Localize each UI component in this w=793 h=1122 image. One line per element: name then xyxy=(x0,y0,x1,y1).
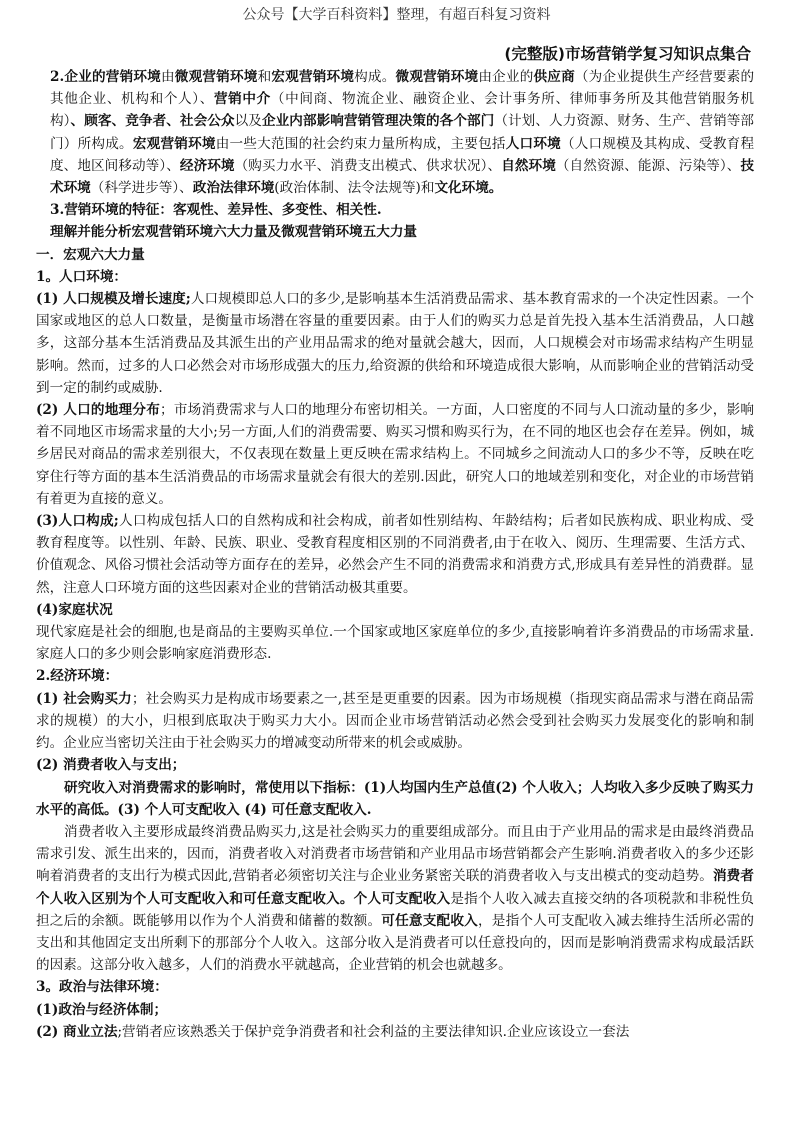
text: 和 xyxy=(420,180,435,197)
term: 宏观营销环境 xyxy=(271,69,355,85)
paragraph-commercial-law xyxy=(36,1021,754,1043)
subheading: (2) 商业立法 xyxy=(36,1023,118,1040)
page-header: 公众号【大学百科资料】整理，有超百科复习资料 xyxy=(242,7,551,23)
item-number: 2. xyxy=(50,69,65,85)
text: 构成。 xyxy=(354,69,396,85)
term: 经济环境 xyxy=(179,157,235,174)
text: 人口规模即总人口的多少,是影响基本生活消费品需求、基本教育需求的一个决定性因素。一个国家或地区的总人口数量，是衡量市场潜在容量的重要因素。由于人们的购买力总是首先投入基本生活消费品，人口越多，这部分基本生活消费品及其派生出的产业用品需求的绝对量就会越大，因而，人口规模会对市场需求结构产生明显影响。然而，过多的人口必然会对市场形成强大的压力,给资源的供给和环境造成很大影响，从而影响企业的营销活动受到一定的制约或威胁. xyxy=(36,291,754,396)
paragraph-population-structure xyxy=(36,510,754,599)
paragraph-income-index: 研究收入对消费需求的影响时，常使用以下指标：(1)人均国内生产总值(2) 个人收入；人均收入多少反映了购买力水平的高低。(3) 个人可支配收入 (4) 可任意支配收入. xyxy=(36,779,754,818)
term: 政治法律环境 xyxy=(192,180,275,197)
term: 供应商 xyxy=(533,69,575,85)
text: 以及 xyxy=(234,113,262,130)
term: 文化环境。 xyxy=(434,180,503,197)
text: （中间商、物流企业、融资企业、会计事务所、律师事务所及其他营销服务机构） xyxy=(50,91,755,130)
term: 微观营销环境 xyxy=(395,69,479,85)
document-body xyxy=(36,66,754,1043)
term: 微观营销环境 xyxy=(174,69,258,85)
heading-macro-forces: 一．宏观六大力量 xyxy=(36,246,145,263)
heading-political-system: (1)政治与经济体制； xyxy=(36,1001,168,1018)
subheading: (3)人口构成; xyxy=(36,513,119,530)
text: 消费者收入主要形成最终消费品购买力,这是社会购买力的重要组成部分。而且由于产业用品的需求是由最终消费品需求引发、派生出来的，因而，消费者收入对消费者市场营销和产业用品市场营销都会产生影响.消费者收入的多少还影响着消费者的支出行为模式因此,营销者必须密切关注与企业业务紧密关联的消费者收入与支出模式的变动趋势。 xyxy=(36,823,754,885)
heading-family: (4)家庭状况 xyxy=(36,601,113,618)
text: 由 xyxy=(160,69,175,85)
text: （购买力水平、消费支出模式、供求状况）、 xyxy=(234,157,502,174)
text: ；市场消费需求与人口的地理分布密切相关。一方面，人口密度的不同与人口流动量的多少，影响着不同地区市场需求量的大小;另一方面,人们的消费需要、购买习惯和购买行为，在不同的地区也会存在差异。例如，城乡居民对商品的需求差别很大，不仅表现在数量上更反映在需求结构上。不同城乡之间流动人口的多少不等，反映在吃穿住行等方面的基本生活消费品的市场需求量就会有很大的差别.因此，研究人口的地域差别和变化，对企业的市场营销有着更为直接的意义。 xyxy=(36,402,754,507)
term: 营销中介 xyxy=(213,91,271,108)
paragraph-understand: 理解并能分析宏观营销环境六大力量及微观营销环境五大力量 xyxy=(50,224,418,241)
text: （自然资源、能源、污染等）、 xyxy=(555,157,741,174)
paragraph-features: 3.营销环境的特征：客观性、差异性、多变性、相关性. xyxy=(50,202,382,219)
text: 由企业的 xyxy=(478,69,534,85)
term: 可任意支配收入 xyxy=(381,912,478,929)
term: 自然环境 xyxy=(501,157,556,174)
subheading: (1) 人口规模及增长速度; xyxy=(36,291,191,308)
text: （计划、人力资源、财务、生产、营销等部门）所构成。 xyxy=(50,113,755,152)
term: 宏观营销环境 xyxy=(132,135,216,152)
heading-population: 1。人口环境： xyxy=(36,268,128,285)
term: 个人可支配收入 xyxy=(353,890,451,907)
paragraph-income xyxy=(36,821,754,976)
text: （为企业提供生产经营要素的其他企业、机构和个人）、 xyxy=(50,69,755,108)
term: 企业的营销环境 xyxy=(64,69,161,85)
text: ；社会购买力是构成市场要素之一,甚至是更重要的因素。因为市场规模（指现实商品需求与潜在商品需求的规模）的大小，归根到底取决于购买力大小。因而企业市场营销活动必然会受到社会购买力发展变化的影响和制约。企业应当密切关注由于社会购买力的增减变动所带来的机会或威胁。 xyxy=(36,690,754,752)
text: ;营销者应该熟悉关于保护竞争消费者和社会利益的主要法律知识.企业应该设立一套法 xyxy=(117,1023,630,1040)
text: 和 xyxy=(257,69,272,85)
paragraph-marketing-environment xyxy=(36,66,754,199)
paragraph-family: 现代家庭是社会的细胞,也是商品的主要购买单位.一个国家或地区家庭单位的多少,直接影响着许多消费品的市场需求量.家庭人口的多少则会影响家庭消费形态. xyxy=(36,624,754,663)
heading-politics: 3。政治与法律环境： xyxy=(36,979,168,996)
heading-economy: 2.经济环境： xyxy=(36,668,119,685)
term: 技术环境 xyxy=(50,157,755,197)
subheading: (2) 人口的地理分布 xyxy=(36,402,161,419)
text: （科学进步等）、 xyxy=(90,180,193,197)
text: 是指个人收入减去直接交纳的各项税款和非税性负担之后的余额。既能够用以作为个人消费和储蓄的数额。 xyxy=(36,890,755,929)
text: 由一些大范围的社会约束力量所构成，主要包括 xyxy=(215,135,506,152)
heading-income: (2) 消费者收入与支出； xyxy=(36,757,186,774)
subheading: (1) 社会购买力 xyxy=(36,690,132,707)
paragraph-population-distribution xyxy=(36,399,754,510)
term: 、顾客、竞争者、社会公众 xyxy=(70,113,235,130)
term: 人口环境 xyxy=(505,135,561,152)
paragraph-purchasing-power xyxy=(36,688,754,755)
paragraph-population-size xyxy=(36,288,754,399)
document-title: (完整版)市场营销学复习知识点集合 xyxy=(504,45,751,63)
text: （人口规模及其构成、受教育程度、地区间移动等）、 xyxy=(50,135,755,174)
term: 消费者个人收入区别为个人可支配收入和可任意支配收入。 xyxy=(36,868,754,907)
text: ，是指个人可支配收入减去维持生活所必需的支出和其他固定支出所剩下的那部分个人收入。这部分收入是消费者可以任意投向的，因而是影响消费需求构成最活跃的因素。这部分收入越多，人们的消费水平就越高，企业营销的机会也就越多。 xyxy=(36,912,755,974)
term: 企业内部影响营销管理决策的各个部门 xyxy=(261,113,495,130)
text: 人口构成包括人口的自然构成和社会构成，前者如性别结构、年龄结构；后者如民族构成、职业构成、受教育程度等。以性别、年龄、民族、职业、受教育程度相区别的不同消费者,由于在收入、阅历、生理需要、生活方式、价值观念、风俗习惯社会活动等方面存在的差异，必然会产生不同的消费需求和消费方式,形成具有差异性的消费群。显然，注意人口环境方面的这些因素对企业的营销活动极其重要。 xyxy=(36,513,754,596)
text: (政治体制、法令法规等) xyxy=(274,180,421,197)
